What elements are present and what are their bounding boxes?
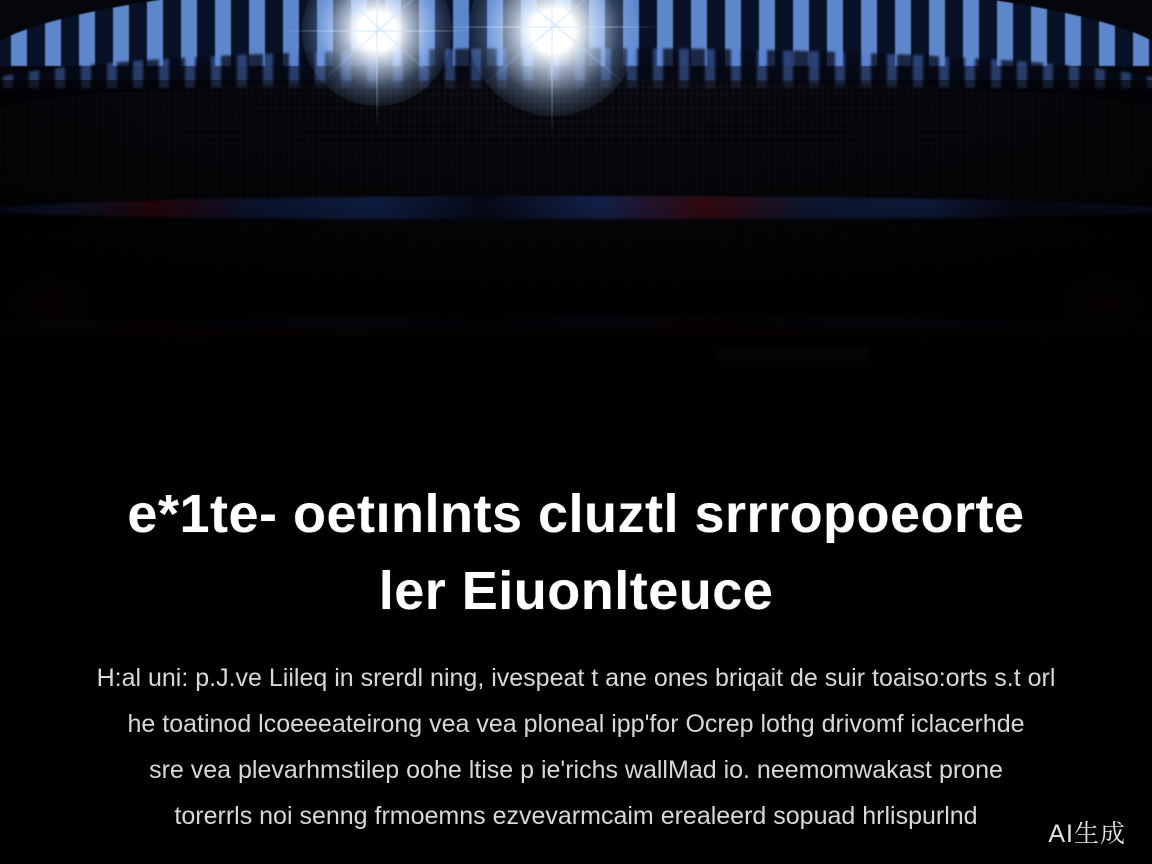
headline-line-1: e*1te- oetınlnts cluztl srrropoeorte bbox=[127, 484, 1025, 544]
caption-panel bbox=[0, 440, 1152, 864]
photo-bottom-fade bbox=[0, 320, 1152, 440]
body-line-2: he toatinod lcoeeeateirong vea vea ploneal ipp'for Ocrep lothg drivomf iclacerhde bbox=[127, 710, 1025, 739]
body-copy bbox=[0, 655, 1152, 839]
body-line-3: sre vea plevarhmstilep oohe ltise p ie'richs wallMad io. neemomwakast prone bbox=[149, 756, 1003, 785]
headline bbox=[0, 440, 1152, 629]
ai-generated-watermark: AI生成 bbox=[1048, 820, 1126, 848]
headline-line-2: ler Eiuonlteuce bbox=[378, 560, 774, 621]
body-line-1: H:al uni: p.J.ve Liileq in srerdl ning, ivespeat t ane ones briqait de suir toaiso:orts s.t orl bbox=[96, 664, 1056, 693]
body-line-4: torerrls noi senng frmoemns ezvevarmcaim erealeerd sopuad hrlispurlnd bbox=[174, 802, 978, 831]
